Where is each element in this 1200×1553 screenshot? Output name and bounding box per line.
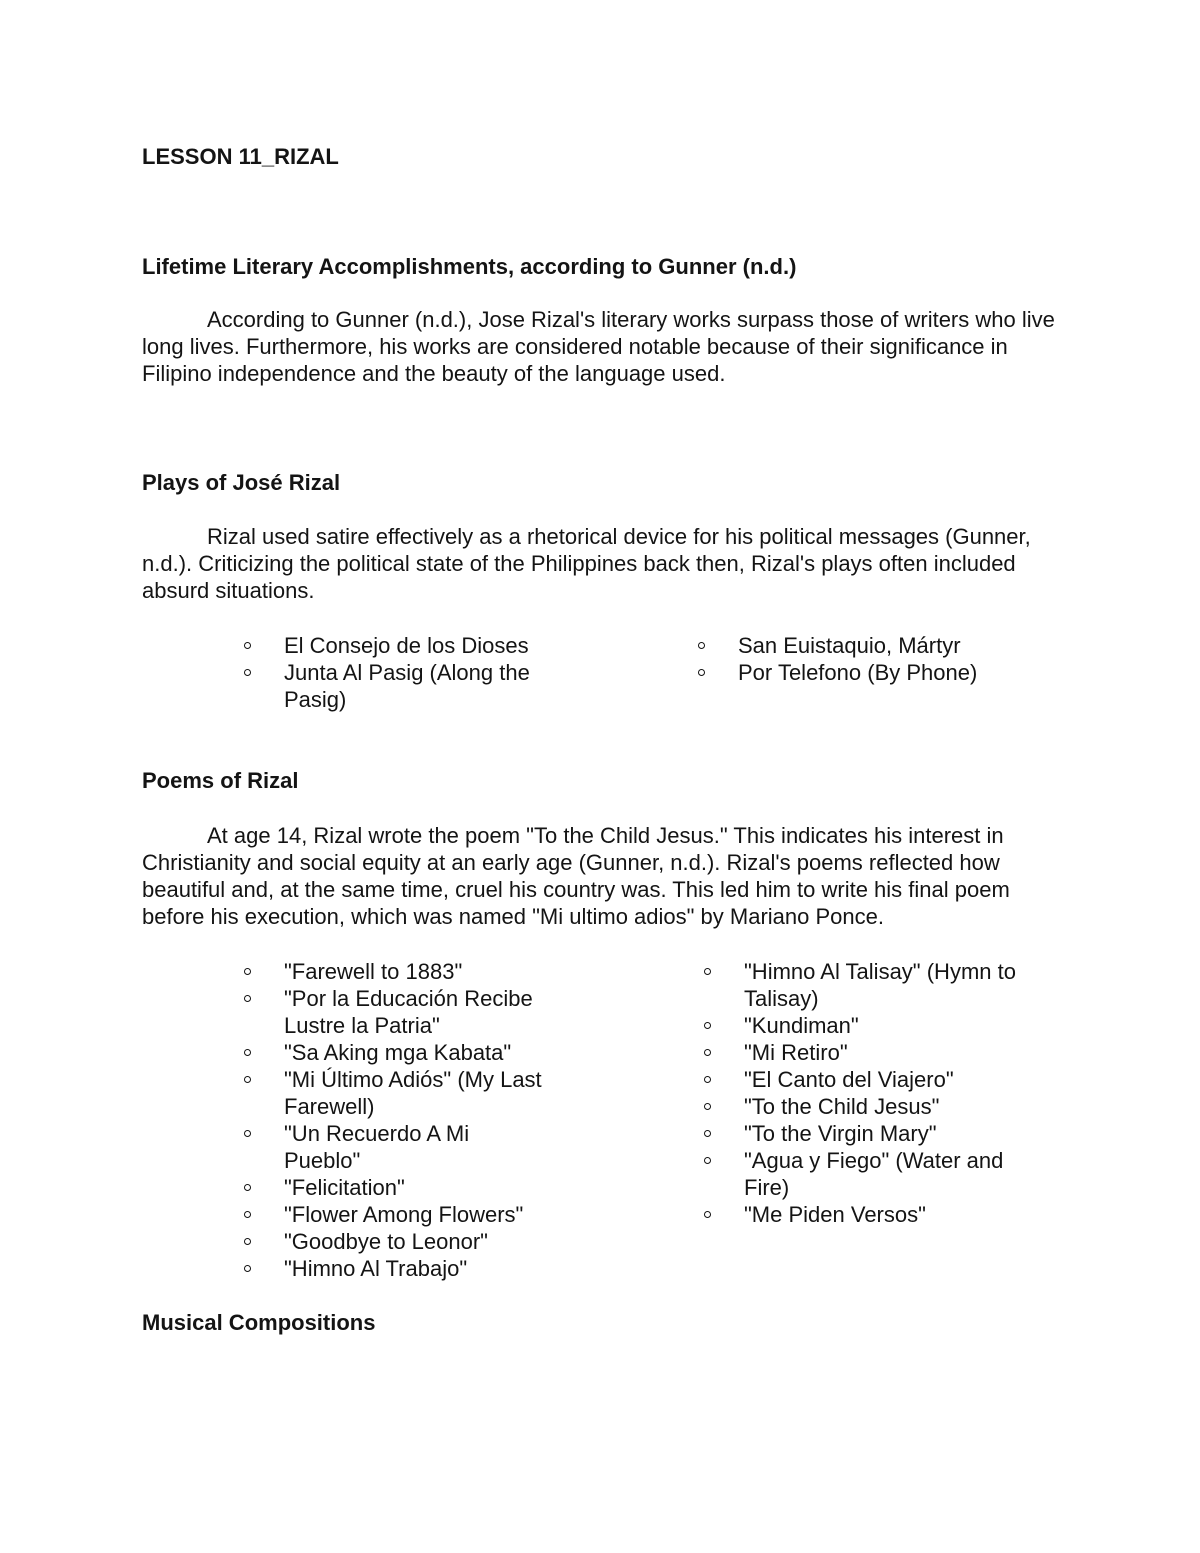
plays-list-left bbox=[244, 632, 564, 713]
circle-bullet-icon bbox=[704, 1211, 711, 1218]
poems-section bbox=[142, 767, 1062, 794]
circle-bullet-icon bbox=[244, 642, 251, 649]
accomplishments-heading: Lifetime Literary Accomplishments, according to Gunner (n.d.) bbox=[142, 254, 797, 279]
list-item bbox=[244, 958, 544, 985]
music-heading: Musical Compositions bbox=[142, 1310, 376, 1335]
list-item-text: "Himno Al Trabajo" bbox=[284, 1256, 468, 1281]
list-item bbox=[244, 1201, 544, 1228]
list-item-text: "Mi Último Adiós" (My Last Farewell) bbox=[284, 1067, 542, 1119]
list-item-text: "Sa Aking mga Kabata" bbox=[284, 1040, 512, 1065]
circle-bullet-icon bbox=[704, 1022, 711, 1029]
circle-bullet-icon bbox=[244, 1238, 251, 1245]
poems-paragraph: At age 14, Rizal wrote the poem "To the Child Jesus." This indicates his interest in Christianity and social equity at an early age (Gunner, n.d.). Rizal's poems reflected how beautiful and, at the same time, cruel his country was. This led him to write his final poem before his execution, which was named "Mi ultimo adios" by Mariano Ponce. bbox=[142, 823, 1010, 929]
circle-bullet-icon bbox=[244, 1130, 251, 1137]
list-item bbox=[704, 1039, 1044, 1066]
circle-bullet-icon bbox=[704, 968, 711, 975]
poems-list-right bbox=[704, 958, 1044, 1228]
list-item bbox=[698, 659, 1028, 686]
list-item bbox=[704, 1066, 1044, 1093]
circle-bullet-icon bbox=[704, 1103, 711, 1110]
list-item-text: San Euistaquio, Mártyr bbox=[738, 633, 961, 658]
list-item bbox=[704, 1093, 1044, 1120]
poems-list-left bbox=[244, 958, 544, 1282]
circle-bullet-icon bbox=[244, 1211, 251, 1218]
list-item bbox=[244, 1174, 544, 1201]
list-item-text: El Consejo de los Dioses bbox=[284, 633, 529, 658]
list-item bbox=[244, 1228, 544, 1255]
list-item-text: "Farewell to 1883" bbox=[284, 959, 463, 984]
accomplishments-paragraph-block bbox=[142, 306, 1062, 387]
list-item-text: "Un Recuerdo A Mi Pueblo" bbox=[284, 1121, 470, 1173]
list-item bbox=[698, 632, 1028, 659]
plays-paragraph-block bbox=[142, 523, 1062, 604]
list-item bbox=[244, 1120, 544, 1174]
poems-paragraph-block bbox=[142, 822, 1062, 930]
list-item-text: "To the Child Jesus" bbox=[744, 1094, 940, 1119]
circle-bullet-icon bbox=[244, 1265, 251, 1272]
circle-bullet-icon bbox=[244, 968, 251, 975]
circle-bullet-icon bbox=[244, 669, 251, 676]
list-item-text: "El Canto del Viajero" bbox=[744, 1067, 954, 1092]
list-item-text: "Goodbye to Leonor" bbox=[284, 1229, 488, 1254]
music-section bbox=[142, 1309, 1062, 1336]
list-item-text: "Himno Al Talisay" (Hymn to Talisay) bbox=[744, 959, 1016, 1011]
circle-bullet-icon bbox=[244, 1184, 251, 1191]
list-item bbox=[704, 1120, 1044, 1147]
document-title-block bbox=[142, 143, 1062, 170]
list-item bbox=[244, 985, 544, 1039]
list-item bbox=[704, 1201, 1044, 1228]
list-item bbox=[244, 1255, 544, 1282]
plays-heading: Plays of José Rizal bbox=[142, 470, 341, 495]
circle-bullet-icon bbox=[698, 669, 705, 676]
list-item-text: "Felicitation" bbox=[284, 1175, 405, 1200]
list-item-text: "Agua y Fiego" (Water and Fire) bbox=[744, 1148, 1004, 1200]
circle-bullet-icon bbox=[704, 1049, 711, 1056]
list-item bbox=[704, 1147, 1044, 1201]
list-item bbox=[244, 659, 564, 713]
list-item-text: "Flower Among Flowers" bbox=[284, 1202, 524, 1227]
list-item-text: "Mi Retiro" bbox=[744, 1040, 848, 1065]
list-item-text: "To the Virgin Mary" bbox=[744, 1121, 937, 1146]
document-title: LESSON 11_RIZAL bbox=[142, 144, 339, 169]
circle-bullet-icon bbox=[704, 1130, 711, 1137]
circle-bullet-icon bbox=[244, 995, 251, 1002]
circle-bullet-icon bbox=[244, 1076, 251, 1083]
plays-list-right bbox=[698, 632, 1028, 686]
plays-paragraph: Rizal used satire effectively as a rhetorical device for his political messages (Gunner, n.d.). Criticizing the political state of the Philippines back then, Rizal's plays often included absurd situations. bbox=[142, 524, 1031, 603]
accomplishments-section bbox=[142, 253, 1062, 280]
list-item-text: Por Telefono (By Phone) bbox=[738, 660, 978, 685]
list-item-text: "Me Piden Versos" bbox=[744, 1202, 926, 1227]
list-item bbox=[704, 1012, 1044, 1039]
list-item bbox=[244, 632, 564, 659]
list-item bbox=[244, 1066, 544, 1120]
list-item-text: "Por la Educación Recibe Lustre la Patria" bbox=[284, 986, 533, 1038]
list-item bbox=[244, 1039, 544, 1066]
circle-bullet-icon bbox=[698, 642, 705, 649]
circle-bullet-icon bbox=[704, 1157, 711, 1164]
list-item-text: Junta Al Pasig (Along the Pasig) bbox=[284, 660, 530, 712]
list-item-text: "Kundiman" bbox=[744, 1013, 859, 1038]
circle-bullet-icon bbox=[704, 1076, 711, 1083]
list-item bbox=[704, 958, 1044, 1012]
accomplishments-paragraph: According to Gunner (n.d.), Jose Rizal's literary works surpass those of writers who live long lives. Furthermore, his works are considered notable because of their significance in Filipino independence and the beauty of the language used. bbox=[142, 307, 1055, 386]
poems-heading: Poems of Rizal bbox=[142, 768, 299, 793]
circle-bullet-icon bbox=[244, 1049, 251, 1056]
plays-section bbox=[142, 469, 1062, 496]
